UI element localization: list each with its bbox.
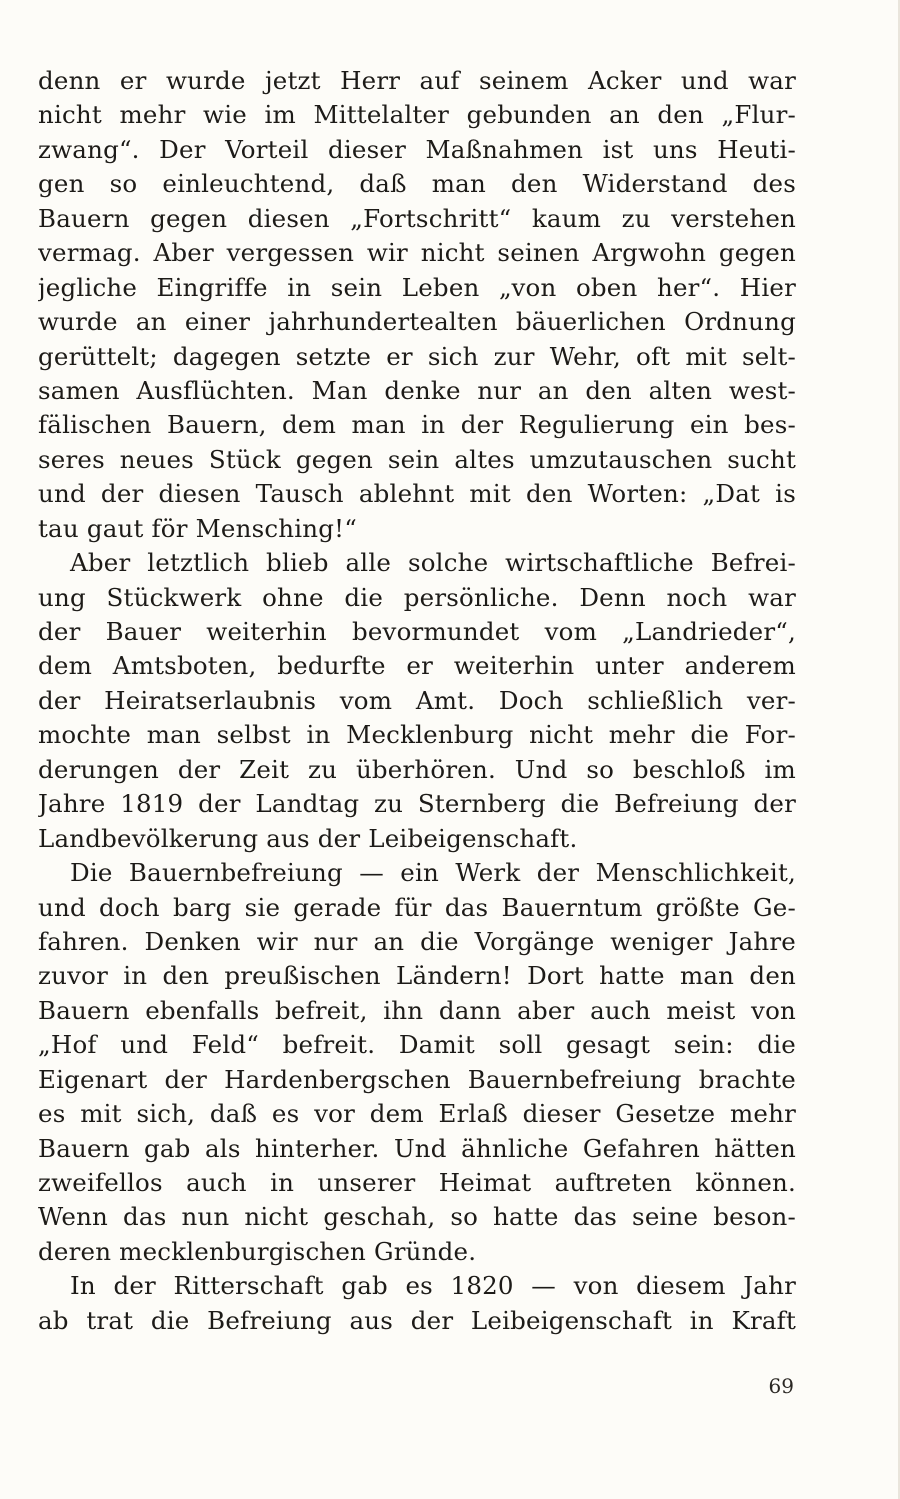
text-line: Jahre 1819 der Landtag zu Sternberg die Befreiung der: [38, 789, 796, 819]
text-line: ab trat die Befreiung aus der Leibeigenschaft in Kraft: [38, 1305, 796, 1335]
text-line: Die Bauernbefreiung — ein Werk der Menschlichkeit,: [70, 858, 796, 888]
text-line: und der diesen Tausch ablehnt mit den Worten: „Dat is: [38, 479, 796, 509]
text-line: denn er wurde jetzt Herr auf seinem Acker und war: [38, 66, 796, 95]
text-line: der Heiratserlaubnis vom Amt. Doch schließlich ver-: [38, 685, 796, 715]
text-line: und doch barg sie gerade für das Bauerntum größte Ge-: [38, 892, 796, 922]
text-line: deren mecklenburgischen Gründe.: [38, 1236, 477, 1266]
body-text: [38, 64, 796, 1338]
paragraph: [38, 856, 796, 1269]
text-line: zweifellos auch in unserer Heimat auftreten können.: [38, 1168, 796, 1197]
text-line: zwang“. Der Vorteil dieser Maßnahmen ist uns Heuti-: [38, 134, 796, 164]
text-line: ung Stückwerk ohne die persönliche. Denn noch war: [38, 582, 796, 612]
text-line: es mit sich, daß es vor dem Erlaß dieser Gesetze mehr: [38, 1099, 796, 1129]
text-line: fälischen Bauern, dem man in der Regulierung ein bes-: [38, 410, 796, 440]
paragraph: [38, 1269, 796, 1338]
text-line: der Bauer weiterhin bevormundet vom „Landrieder“,: [38, 617, 796, 646]
paragraph: [38, 64, 796, 546]
text-line: Eigenart der Hardenbergschen Bauernbefreiung brachte: [38, 1064, 796, 1094]
text-line: „Hof und Feld“ befreit. Damit soll gesagt sein: die: [38, 1030, 796, 1060]
text-line: jegliche Eingriffe in sein Leben „von oben her“. Hier: [38, 272, 796, 302]
text-line: In der Ritterschaft gab es 1820 — von diesem Jahr: [70, 1271, 796, 1301]
text-line: fahren. Denken wir nur an die Vorgänge weniger Jahre: [38, 926, 796, 956]
text-line: gen so einleuchtend, daß man den Widerstand des: [38, 169, 796, 199]
page-number: 69: [768, 1374, 794, 1398]
text-line: zuvor in den preußischen Ländern! Dort hatte man den: [38, 961, 796, 991]
text-line: dem Amtsboten, bedurfte er weiterhin unter anderem: [38, 651, 796, 681]
text-line: derungen der Zeit zu überhören. Und so beschloß im: [38, 754, 796, 784]
text-line: Landbevölkerung aus der Leibeigenschaft.: [38, 823, 578, 853]
text-line: nicht mehr wie im Mittelalter gebunden an den „Flur-: [38, 100, 796, 130]
text-line: gerüttelt; dagegen setzte er sich zur Wehr, oft mit selt-: [38, 341, 796, 371]
text-line: Bauern gegen diesen „Fortschritt“ kaum zu verstehen: [38, 203, 796, 233]
text-line: wurde an einer jahrhundertealten bäuerlichen Ordnung: [38, 307, 796, 337]
text-line: Bauern gab als hinterher. Und ähnliche Gefahren hätten: [38, 1133, 796, 1163]
text-line: samen Ausflüchten. Man denke nur an den alten west-: [38, 375, 796, 405]
paragraph: [38, 546, 796, 856]
text-line: Aber letztlich blieb alle solche wirtschaftliche Befrei-: [70, 548, 796, 578]
text-line: mochte man selbst in Mecklenburg nicht mehr die For-: [38, 720, 796, 750]
text-line: seres neues Stück gegen sein altes umzutauschen sucht: [38, 444, 796, 474]
text-line: tau gaut för Mensching!“: [38, 513, 357, 543]
text-line: vermag. Aber vergessen wir nicht seinen Argwohn gegen: [38, 238, 796, 268]
text-line: Wenn das nun nicht geschah, so hatte das seine beson-: [38, 1202, 796, 1232]
text-line: Bauern ebenfalls befreit, ihn dann aber auch meist von: [38, 995, 796, 1025]
